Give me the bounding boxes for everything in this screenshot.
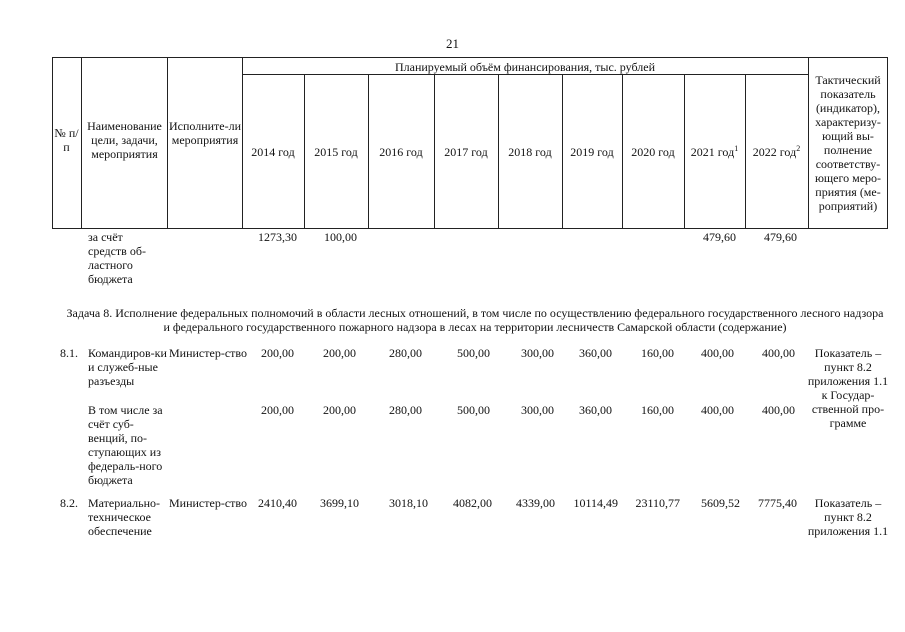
row-value-2021: 400,00: [701, 346, 734, 360]
row-value-2022: 7775,40: [758, 496, 797, 510]
header-col-executor: Исполните-ли мероприятия: [168, 119, 242, 147]
row-value-2016: 3018,10: [389, 496, 428, 510]
header-col-number: № п/п: [54, 126, 79, 154]
row-value-2017: 500,00: [457, 403, 490, 417]
header-funding-title: Планируемый объём финансирования, тыс. рублей: [394, 60, 655, 74]
row-value-2019: 360,00: [579, 346, 612, 360]
row-value-2022: 400,00: [762, 346, 795, 360]
row-value-2016: 280,00: [389, 346, 422, 360]
row-value-2019: 360,00: [579, 403, 612, 417]
header-year-2015: 2015 год: [314, 145, 358, 159]
header-year-2019: 2019 год: [570, 145, 614, 159]
row-value-2015: 200,00: [323, 346, 356, 360]
row-value-2015: 200,00: [323, 403, 356, 417]
header-year-2017: 2017 год: [444, 145, 488, 159]
page-number: 21: [446, 36, 459, 51]
row-value-2017: 500,00: [457, 346, 490, 360]
row-name: Материально-техническое обеспечение: [88, 496, 160, 538]
row-value-2018: 4339,00: [516, 496, 555, 510]
row-value-2014: 200,00: [261, 346, 294, 360]
header-year-2018: 2018 год: [508, 145, 552, 159]
row-number: 8.1.: [60, 346, 78, 360]
carry-row-value-2015: 100,00: [324, 230, 357, 244]
row-value-2020: 160,00: [641, 403, 674, 417]
row-value-2021: 5609,52: [701, 496, 740, 510]
row-executor: Министер-ство: [169, 346, 247, 360]
row-name: В том числе за счёт суб-венций, по-ступающих из федераль-ного бюджета: [88, 403, 163, 487]
header-col-name: Наименование цели, задачи, мероприятия: [87, 119, 162, 161]
carry-row-value-2014: 1273,30: [258, 230, 297, 244]
carry-row-value-2022: 479,60: [764, 230, 797, 244]
row-name: Командиров-ки и служеб-ные разъезды: [88, 346, 167, 388]
row-value-2017: 4082,00: [453, 496, 492, 510]
row-value-2014: 2410,40: [258, 496, 297, 510]
row-value-2020: 23110,77: [635, 496, 680, 510]
header-year-2020: 2020 год: [631, 145, 675, 159]
carry-row-value-2021: 479,60: [703, 230, 736, 244]
row-value-2018: 300,00: [521, 403, 554, 417]
carry-row-name: за счёт средств об-ластного бюджета: [88, 230, 146, 286]
row-value-2014: 200,00: [261, 403, 294, 417]
header-year-2021: 2021 год$^1$: [690, 144, 739, 159]
header-year-2022: 2022 год$^2$: [752, 144, 801, 159]
header-year-2014: 2014 год: [251, 145, 295, 159]
row-value-2019: 10114,49: [573, 496, 618, 510]
row-value-2016: 280,00: [389, 403, 422, 417]
row-value-2022: 400,00: [762, 403, 795, 417]
row-indicator: Показатель – пункт 8.2 приложения 1.1: [807, 496, 889, 538]
row-value-2020: 160,00: [641, 346, 674, 360]
header-year-2016: 2016 год: [379, 145, 423, 159]
task-8-heading: Задача 8. Исполнение федеральных полномочий в области лесных отношений, в том числе по осуществлению федерального государственного лесного надзора и федерального государственного пожарного надзора в лесах на территории лесничеств Самарской области (содержание): [66, 306, 884, 334]
row-indicator: Показатель – пункт 8.2 приложения 1.1 к Государ-ственной про-грамме: [807, 346, 889, 430]
row-number: 8.2.: [60, 496, 78, 510]
row-value-2018: 300,00: [521, 346, 554, 360]
row-executor: Министер-ство: [169, 496, 247, 510]
header-col-indicator: Тактический показатель (индикатор), характеризу-ющий вы-полнение соответству-ющего меро-приятия (ме-роприятий): [814, 73, 882, 213]
row-value-2021: 400,00: [701, 403, 734, 417]
row-value-2015: 3699,10: [320, 496, 359, 510]
